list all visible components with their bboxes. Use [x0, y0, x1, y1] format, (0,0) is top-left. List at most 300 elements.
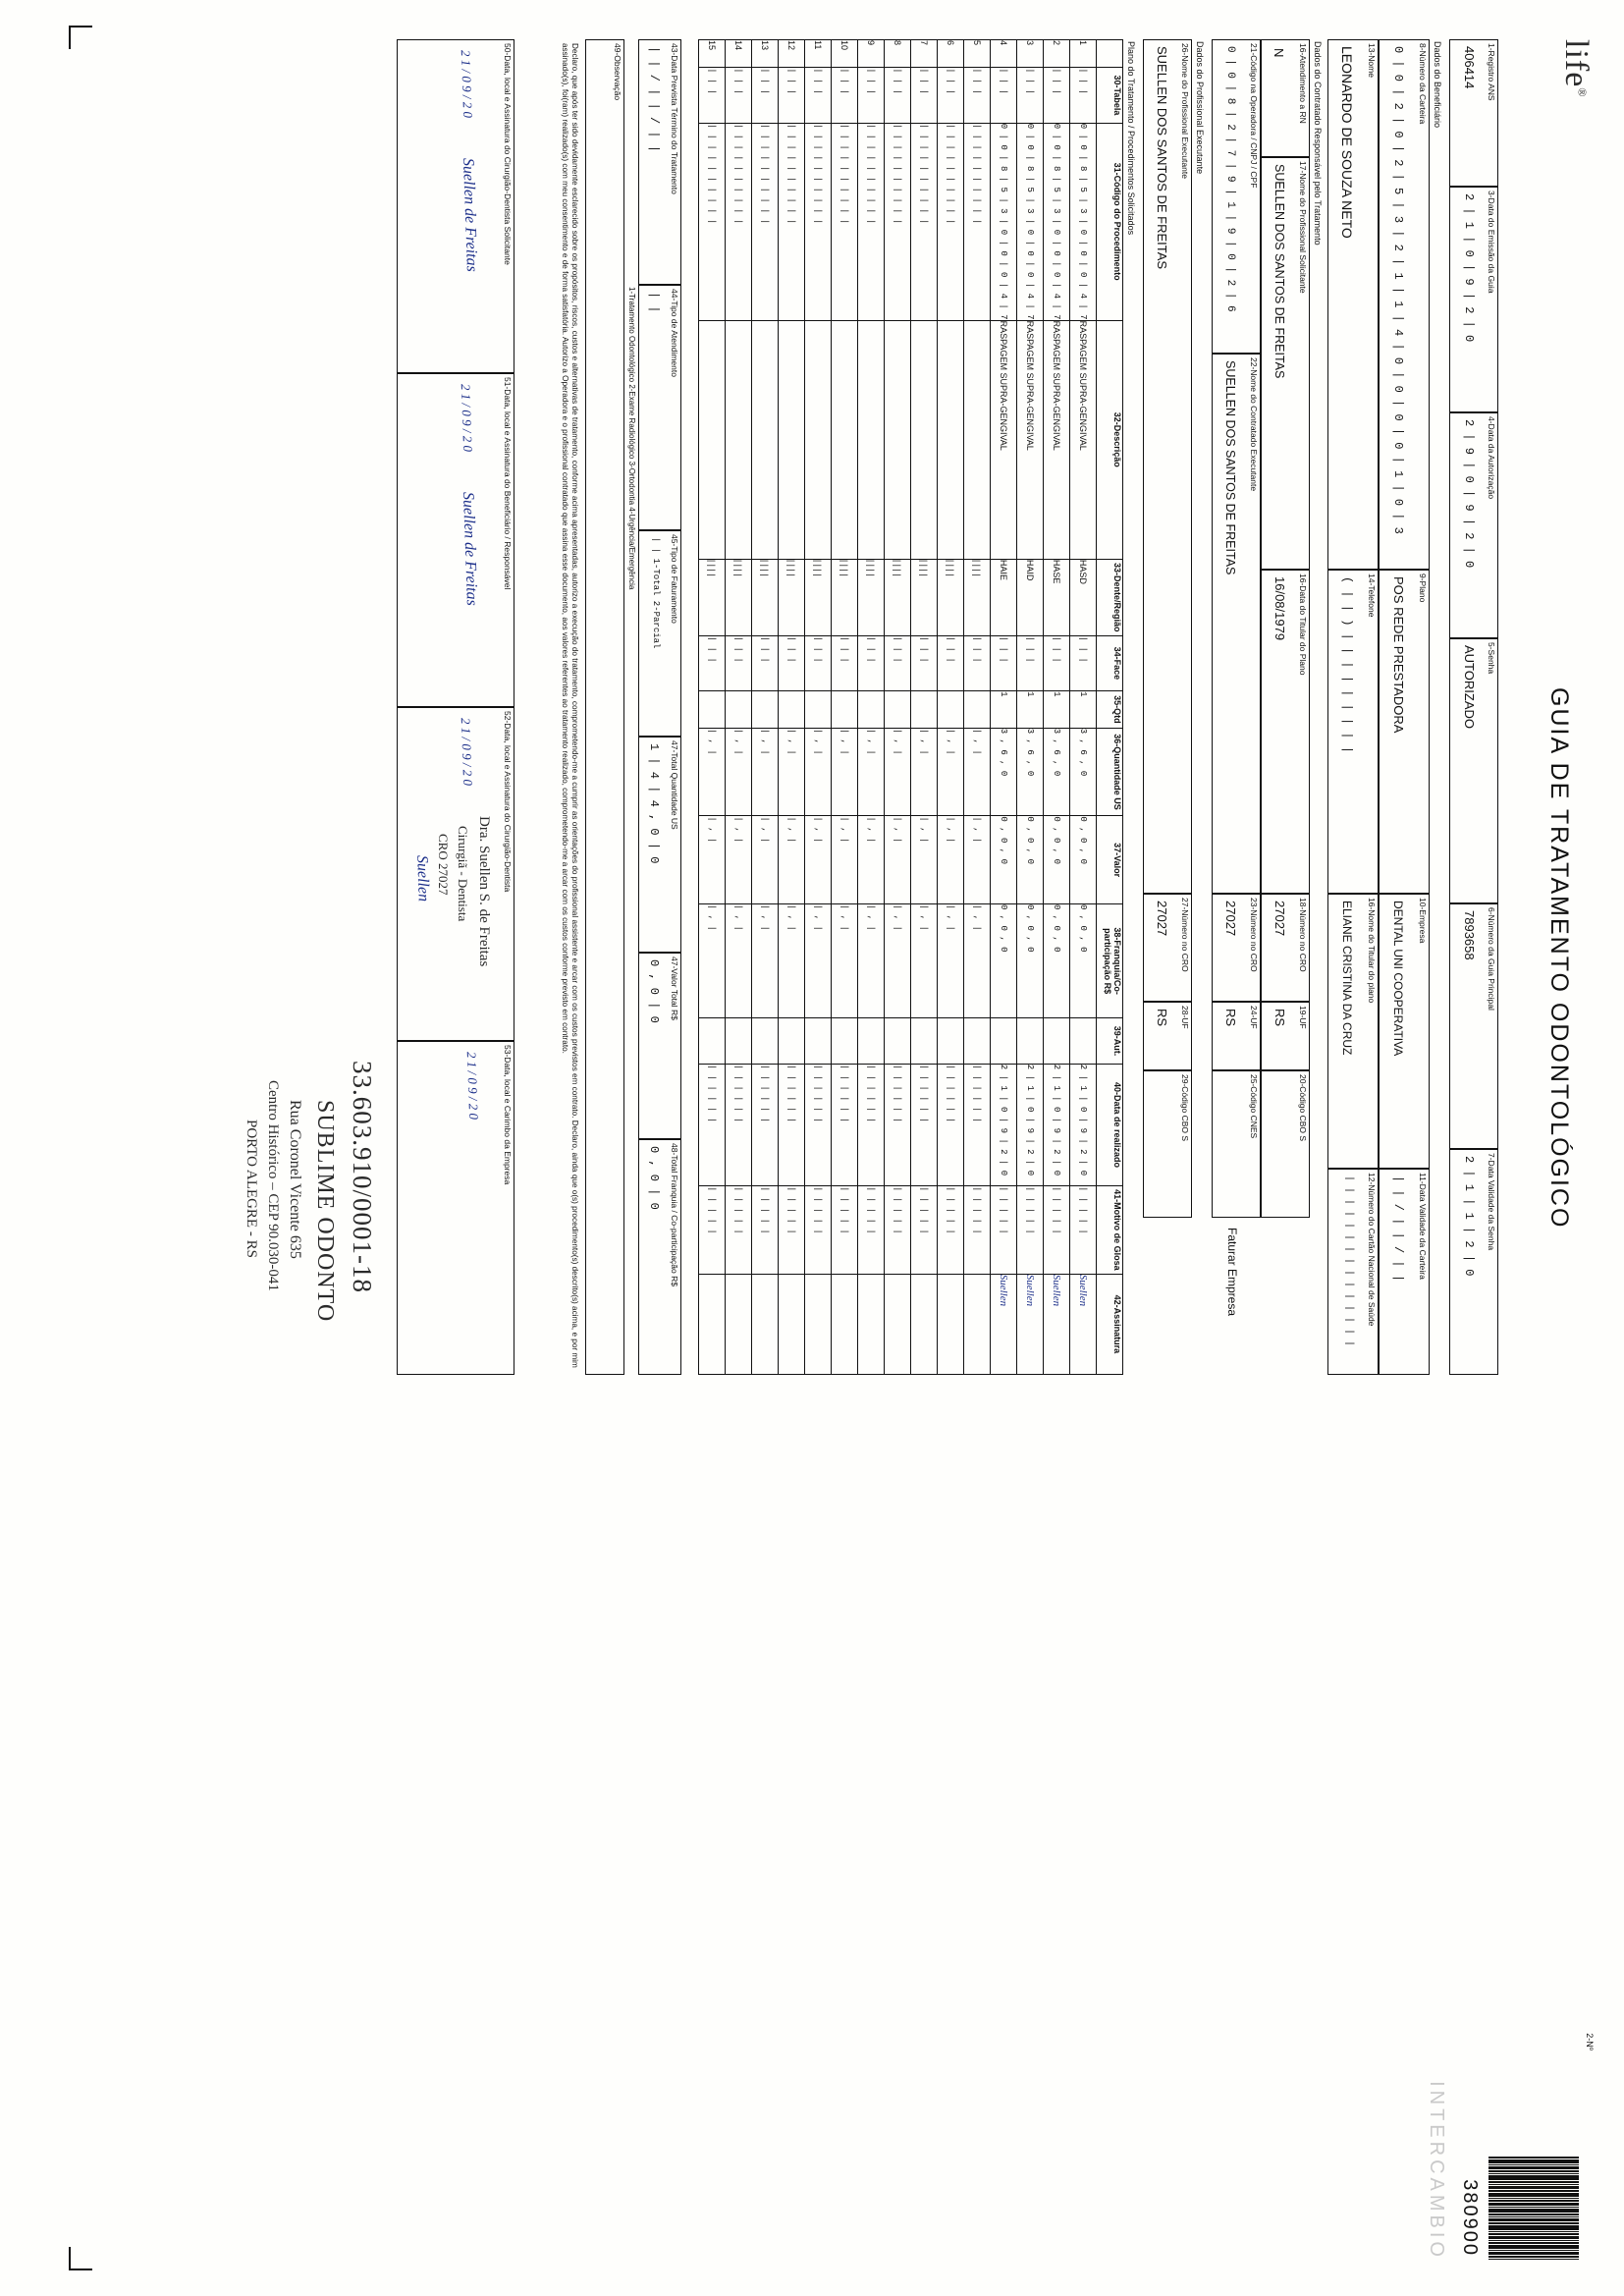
cell-qtd-us: 3 , 6 , 0	[1017, 728, 1044, 816]
cell-tabela: | | |	[1017, 68, 1044, 124]
doctor-stamp-line1: Dra. Suellen S. de Freitas	[476, 816, 492, 967]
cell-qtd	[938, 691, 964, 729]
cell-assinatura	[752, 1274, 779, 1374]
cell-tabela: | | |	[991, 68, 1017, 124]
field-nome-profissional-executante: 26-Nome do Profissional Executante SUELLEN DOS SANTOS DE FREITAS	[1143, 39, 1192, 894]
cell-tabela: | | |	[885, 68, 911, 124]
cell-data: | | | | | |	[779, 1064, 805, 1185]
field-validade-senha: 7-Data Validade da Senha 2 | 1 | 1 | 2 | 0	[1449, 1149, 1498, 1375]
cell-qtd-us: | , |	[726, 728, 752, 816]
field-nome-beneficiario: 13-Nome LEONARDO DE SOUZA NETO	[1327, 39, 1379, 570]
page-title: GUIA DE TRATAMENTO ODONTOLÓGICO	[1545, 687, 1573, 1230]
cell-aut	[991, 1018, 1017, 1064]
col-valor: 37-Valor	[1097, 816, 1123, 904]
cell-data: 2 | 1 | 0 | 9 | 2 | 0	[991, 1064, 1017, 1185]
col-codigo: 31-Código do Procedimento	[1097, 123, 1123, 320]
signature-box-beneficiario: 51-Data, local e Assinatura do Beneficiário / Responsável 2 1 / 0 9 / 2 0 Suellen de Freitas	[397, 373, 514, 707]
cell-codigo: | | | | | | | | | |	[911, 123, 938, 320]
corner-mark-br	[69, 2247, 92, 2270]
cell-descricao	[726, 320, 752, 559]
cell-qtd-us: | , |	[858, 728, 885, 816]
handwriting-date-dentista: 2 1 / 0 9 / 2 0	[458, 717, 476, 787]
cell-valor: | , |	[938, 816, 964, 904]
company-stamp-cnpj: 33.603.910/0001-18	[348, 1061, 377, 1293]
cell-descricao	[858, 320, 885, 559]
cell-data: | | | | | |	[885, 1064, 911, 1185]
cell-valor: | , |	[911, 816, 938, 904]
col-motivo-glosa: 41-Motivo de Glosa	[1097, 1186, 1123, 1275]
field-observacao: 49-Observação	[585, 39, 624, 1375]
cell-qtd: 1	[1044, 691, 1070, 729]
cell-valor: | , |	[832, 816, 858, 904]
cell-glosa: | | | | |	[911, 1186, 938, 1275]
field-tipo-faturamento: 45-Tipo de Faturamento | | 1-Total 2-Parcial	[638, 530, 681, 737]
handwriting-row-signature: Suellen	[1024, 1274, 1036, 1307]
cell-valor: 0 , 0 , 0	[1017, 816, 1044, 904]
cell-face: | | |	[858, 635, 885, 690]
cell-glosa: | | | | |	[991, 1186, 1017, 1275]
cell-glosa: | | | | |	[805, 1186, 832, 1275]
cell-franquia: | , |	[885, 903, 911, 1017]
cell-data: | | | | | |	[752, 1064, 779, 1185]
cell-face: | | |	[779, 635, 805, 690]
cell-tabela: | | |	[1070, 68, 1097, 124]
cell-qtd-us: | , |	[911, 728, 938, 816]
cell-aut	[858, 1018, 885, 1064]
cell-dente: | | | |	[911, 559, 938, 635]
cell-descricao: RASPAGEM SUPRA-GENGIVAL	[1017, 320, 1044, 559]
field-uf-executante: 24-UF RS	[1212, 1002, 1261, 1070]
table-row	[779, 40, 805, 1375]
cell-data: 2 | 1 | 0 | 9 | 2 | 0	[1044, 1064, 1070, 1185]
cell-franquia: | , |	[805, 903, 832, 1017]
barcode	[1489, 2157, 1579, 2261]
section-executante-label: Dados do Profissional Executante	[1195, 41, 1205, 175]
cell-assinatura	[1044, 1274, 1070, 1374]
cell-descricao	[964, 320, 991, 559]
life-logo: life®	[1558, 39, 1595, 98]
cell-tabela: | | |	[699, 68, 726, 124]
cell-qtd-us: | , |	[885, 728, 911, 816]
cell-qtd: 1	[1017, 691, 1044, 729]
field-data-autorizacao: 4-Data da Autorização 2 | 9 | 0 | 9 | 2 | 0	[1449, 412, 1498, 638]
cell-assinatura	[699, 1274, 726, 1374]
field-cbo-solicitante: 20-Código CBO S	[1261, 1070, 1310, 1218]
cell-face: | | |	[832, 635, 858, 690]
cell-franquia: | , |	[779, 903, 805, 1017]
cell-qtd	[832, 691, 858, 729]
cell-data: 2 | 1 | 0 | 9 | 2 | 0	[1017, 1064, 1044, 1185]
field-data-emissao: 3-Data do Emissão da Guia 2 | 1 | 0 | 9 | 2 | 0	[1449, 187, 1498, 412]
cell-dente: HASE	[1044, 559, 1070, 635]
cell-dente: | | | |	[726, 559, 752, 635]
cell-codigo: | | | | | | | | | |	[805, 123, 832, 320]
cell-qtd: 1	[991, 691, 1017, 729]
cell-descricao: RASPAGEM SUPRA-GENGIVAL	[1070, 320, 1097, 559]
cell-descricao: RASPAGEM SUPRA-GENGIVAL	[991, 320, 1017, 559]
faturar-empresa-note: Faturar Empresa	[1225, 1228, 1239, 1317]
cell-aut	[752, 1018, 779, 1064]
field-cro-executante: 23-Número no CRO 27027	[1212, 894, 1261, 1002]
row-index: 15	[699, 40, 726, 68]
company-stamp-city: PORTO ALEGRE - RS	[244, 1120, 259, 1258]
cell-dente: | | | |	[699, 559, 726, 635]
field-nome-solicitante: 17-Nome do Profissional Solicitante SUELLEN DOS SANTOS DE FREITAS	[1261, 157, 1310, 570]
table-row	[991, 40, 1017, 1375]
cell-tabela: | | |	[805, 68, 832, 124]
field-numero-carteira: 8-Número da Carteira 0 | 0 | 2 | 0 | 2 | 5 | 3 | 2 | 1 | 1 | 4 | 0 | 0 | 0 | 0 | 1 | 0 | 3	[1379, 39, 1430, 570]
cell-dente: | | | |	[938, 559, 964, 635]
cell-descricao	[938, 320, 964, 559]
doctor-stamp-line2: Cirurgiã - Dentista	[456, 826, 470, 922]
field-nome-titular: 16-Nome do Titular do plano ELIANE CRISTINA DA CRUZ	[1327, 894, 1379, 1169]
table-row	[885, 40, 911, 1375]
row-index: 12	[779, 40, 805, 68]
cell-franquia: | , |	[752, 903, 779, 1017]
cell-valor: 0 , 0 , 0	[1070, 816, 1097, 904]
cell-data: | | | | | |	[964, 1064, 991, 1185]
cell-qtd	[858, 691, 885, 729]
cell-codigo: | | | | | | | | | |	[938, 123, 964, 320]
cell-dente: | | | |	[964, 559, 991, 635]
col-data-realizado: 40-Data de realizado	[1097, 1064, 1123, 1185]
cell-glosa: | | | | |	[726, 1186, 752, 1275]
cell-assinatura	[858, 1274, 885, 1374]
cell-codigo: | | | | | | | | | |	[726, 123, 752, 320]
cell-tabela: | | |	[779, 68, 805, 124]
barcode-number: 380900	[1459, 2179, 1481, 2257]
table-row	[1070, 40, 1097, 1375]
cell-face: | | |	[991, 635, 1017, 690]
cell-face: | | |	[699, 635, 726, 690]
cell-assinatura	[964, 1274, 991, 1374]
cell-codigo: | | | | | | | | | |	[699, 123, 726, 320]
col-tabela: 30-Tabela	[1097, 68, 1123, 124]
table-row	[911, 40, 938, 1375]
row-index: 1	[1070, 40, 1097, 68]
col-qtd: 35-Qtd	[1097, 691, 1123, 729]
field-cnes: 25-Código CNES	[1212, 1070, 1261, 1218]
cell-aut	[699, 1018, 726, 1064]
row-index: 5	[964, 40, 991, 68]
table-row	[699, 40, 726, 1375]
cell-qtd-us: | , |	[752, 728, 779, 816]
cell-face: | | |	[1070, 635, 1097, 690]
cell-assinatura	[779, 1274, 805, 1374]
cell-assinatura	[991, 1274, 1017, 1374]
cell-franquia: 0 , 0 , 0	[1017, 903, 1044, 1017]
cell-qtd	[752, 691, 779, 729]
cell-aut	[1070, 1018, 1097, 1064]
cell-codigo: 0 | 0 | 8 | 5 | 3 | 0 | 0 | 0 | 4 | 7	[1017, 123, 1044, 320]
field-plano: 9-Plano POS REDE PRESTADORA	[1379, 570, 1430, 894]
col-descricao: 32-Descrição	[1097, 320, 1123, 559]
cell-qtd-us: | , |	[938, 728, 964, 816]
table-row	[938, 40, 964, 1375]
field-cro-solicitante: 18-Número no CRO 27027	[1261, 894, 1310, 1002]
cell-valor: | , |	[805, 816, 832, 904]
cell-valor: | , |	[885, 816, 911, 904]
company-stamp-name: SUBLIME ODONTO	[312, 1100, 338, 1323]
cell-tabela: | | |	[938, 68, 964, 124]
row-index: 3	[1017, 40, 1044, 68]
cell-data: | | | | | |	[911, 1064, 938, 1185]
cell-glosa: | | | | |	[699, 1186, 726, 1275]
cell-face: | | |	[805, 635, 832, 690]
cell-data: 2 | 1 | 0 | 9 | 2 | 0	[1070, 1064, 1097, 1185]
row-index: 13	[752, 40, 779, 68]
cell-franquia: 0 , 0 , 0	[1070, 903, 1097, 1017]
cell-franquia: | , |	[938, 903, 964, 1017]
col-dente: 33-Dente/Região	[1097, 559, 1123, 635]
signature-box-empresa: 53-Data, local e Carimbo da Empresa 2 1 / 0 9 / 2 0	[397, 1041, 514, 1375]
cell-codigo: 0 | 0 | 8 | 5 | 3 | 0 | 0 | 0 | 4 | 7	[1044, 123, 1070, 320]
cell-face: | | |	[1017, 635, 1044, 690]
cell-tabela: | | |	[911, 68, 938, 124]
cell-face: | | |	[938, 635, 964, 690]
cell-assinatura	[938, 1274, 964, 1374]
cell-data: | | | | | |	[805, 1064, 832, 1185]
row-index: 11	[805, 40, 832, 68]
cell-data: | | | | | |	[938, 1064, 964, 1185]
cell-dente: | | | |	[832, 559, 858, 635]
cell-aut	[832, 1018, 858, 1064]
cell-face: | | |	[752, 635, 779, 690]
section-plano-tratamento-label: Plano do Tratamento / Procedimentos Solicitados	[1126, 41, 1136, 236]
cell-codigo: | | | | | | | | | |	[858, 123, 885, 320]
valor-total: 47-Valor Total R$ 0 , 0 | 0	[638, 953, 681, 1139]
row-index: 4	[991, 40, 1017, 68]
cell-franquia: | , |	[832, 903, 858, 1017]
table-row	[832, 40, 858, 1375]
cell-franquia: 0 , 0 , 0	[1044, 903, 1070, 1017]
handwriting-signature-beneficiario: Suellen de Freitas	[459, 491, 481, 607]
cell-aut	[911, 1018, 938, 1064]
cell-franquia: 0 , 0 , 0	[991, 903, 1017, 1017]
handwriting-date-beneficiario: 2 1 / 0 9 / 2 0	[458, 383, 476, 453]
cell-qtd-us: | , |	[832, 728, 858, 816]
cell-aut	[885, 1018, 911, 1064]
cell-qtd-us: | , |	[779, 728, 805, 816]
table-row	[752, 40, 779, 1375]
cell-glosa: | | | | |	[858, 1186, 885, 1275]
col-index	[1097, 40, 1123, 68]
cell-codigo: | | | | | | | | | |	[832, 123, 858, 320]
row-index: 9	[858, 40, 885, 68]
cell-face: | | |	[911, 635, 938, 690]
cell-data: | | | | | |	[699, 1064, 726, 1185]
cell-qtd-us: 3 , 6 , 0	[991, 728, 1017, 816]
field-registro-ans: 1-Registro ANS 406414	[1449, 39, 1498, 187]
cell-data: | | | | | |	[726, 1064, 752, 1185]
cell-descricao	[779, 320, 805, 559]
cell-aut	[1017, 1018, 1044, 1064]
signature-box-solicitante: 50-Data, local e Assinatura do Cirurgião-Dentista Solicitante 2 1 / 0 9 / 2 0 Suellen de Freitas	[397, 39, 514, 373]
cell-franquia: | , |	[699, 903, 726, 1017]
cell-valor: | , |	[752, 816, 779, 904]
field-uf-solicitante: 19-UF RS	[1261, 1002, 1310, 1070]
cell-descricao: RASPAGEM SUPRA-GENGIVAL	[1044, 320, 1070, 559]
cell-aut	[964, 1018, 991, 1064]
cell-aut	[779, 1018, 805, 1064]
col-assinatura: 42-Assinatura	[1097, 1274, 1123, 1374]
company-stamp-district: Centro Histórico – CEP 90.030-041	[265, 1080, 281, 1291]
cell-codigo: | | | | | | | | | |	[885, 123, 911, 320]
cell-qtd-us: 3 , 6 , 0	[1070, 728, 1097, 816]
cell-face: | | |	[885, 635, 911, 690]
cell-aut	[805, 1018, 832, 1064]
cell-qtd: 1	[1070, 691, 1097, 729]
field-cns: 12-Número do Cartão Nacional de Saúde | | | | | | | | | | | | | | |	[1327, 1169, 1379, 1375]
field-nome-contratado-executante: 22-Nome do Contratado Executante SUELLEN DOS SANTOS DE FREITAS	[1212, 354, 1261, 894]
field-empresa: 10-Empresa DENTAL UNI COOPERATIVA	[1379, 894, 1430, 1169]
handwriting-row-signature: Suellen	[1051, 1274, 1062, 1307]
cell-franquia: | , |	[858, 903, 885, 1017]
treatment-type-legend: 1-Tratamento Odontológico 2-Exame Radiológico 3-Ortodontia 4-Urgência/Emergência	[627, 287, 636, 590]
page-marker: 2-Nº	[1585, 2033, 1595, 2050]
field-uf-profissional: 28-UF RS	[1143, 1002, 1192, 1070]
row-index: 10	[832, 40, 858, 68]
cell-qtd	[885, 691, 911, 729]
cell-dente: | | | |	[779, 559, 805, 635]
handwriting-date-solicitante: 2 1 / 0 9 / 2 0	[458, 49, 476, 119]
cell-dente: HAIE	[991, 559, 1017, 635]
cell-valor: 0 , 0 , 0	[991, 816, 1017, 904]
cell-glosa: | | | | |	[938, 1186, 964, 1275]
cell-franquia: | , |	[726, 903, 752, 1017]
field-cbo-profissional: 29-Código CBO S	[1143, 1070, 1192, 1218]
cell-franquia: | , |	[911, 903, 938, 1017]
table-row	[964, 40, 991, 1375]
cell-qtd-us: | , |	[699, 728, 726, 816]
cell-tabela: | | |	[726, 68, 752, 124]
field-telefone: 14-Telefone ( | | ) | | | | | | | | |	[1327, 570, 1379, 894]
section-contratado-label: Dados do Contratado Responsável pelo Tratamento	[1313, 41, 1323, 246]
cell-tabela: | | |	[858, 68, 885, 124]
cell-descricao	[885, 320, 911, 559]
company-stamp-address: Rua Coronel Vicente 635	[287, 1100, 303, 1259]
handwriting-row-signature: Suellen	[998, 1274, 1009, 1307]
row-index: 8	[885, 40, 911, 68]
cell-face: | | |	[964, 635, 991, 690]
cell-tabela: | | |	[752, 68, 779, 124]
cell-dente: HASD	[1070, 559, 1097, 635]
table-header-row	[1097, 40, 1123, 1375]
field-atendimento-rn: 16-Atendimento a RN N	[1261, 39, 1310, 157]
cell-glosa: | | | | |	[752, 1186, 779, 1275]
field-senha: 5-Senha AUTORIZADO	[1449, 638, 1498, 903]
cell-glosa: | | | | |	[779, 1186, 805, 1275]
cell-dente: | | | |	[805, 559, 832, 635]
cell-descricao	[752, 320, 779, 559]
doctor-stamp-line3: CRO 27027	[436, 834, 451, 896]
cell-glosa: | | | | |	[1070, 1186, 1097, 1275]
field-numero-guia-principal: 6-Número da Guia Principal 7893658	[1449, 903, 1498, 1149]
row-index: 7	[911, 40, 938, 68]
cell-codigo: 0 | 0 | 8 | 5 | 3 | 0 | 0 | 0 | 4 | 7	[991, 123, 1017, 320]
handwriting-row-signature: Suellen	[1077, 1274, 1089, 1307]
table-row	[726, 40, 752, 1375]
cell-qtd	[964, 691, 991, 729]
cell-qtd	[911, 691, 938, 729]
cell-aut	[938, 1018, 964, 1064]
cell-qtd	[699, 691, 726, 729]
cell-glosa: | | | | |	[1017, 1186, 1044, 1275]
field-codigo-operadora: 21-Código na Operadora / CNPJ / CPF 0 | 0 | 8 | 2 | 7 | 9 | 1 | 9 | 0 | 2 | 6	[1212, 39, 1261, 354]
cell-aut	[1044, 1018, 1070, 1064]
cell-descricao	[832, 320, 858, 559]
field-data-nascimento: 16-Data do Titular do Plano 16/08/1979	[1261, 570, 1310, 894]
corner-mark-bl	[69, 26, 92, 49]
handwriting-signature-solicitante: Suellen de Freitas	[459, 157, 481, 273]
cell-assinatura	[1070, 1274, 1097, 1374]
cell-assinatura	[1017, 1274, 1044, 1374]
cell-tabela: | | |	[1044, 68, 1070, 124]
cell-glosa: | | | | |	[832, 1186, 858, 1275]
cell-codigo: | | | | | | | | | |	[752, 123, 779, 320]
cell-data: | | | | | |	[858, 1064, 885, 1185]
cell-assinatura	[911, 1274, 938, 1374]
cell-dente: HAID	[1017, 559, 1044, 635]
field-data-prevista-termino: 43-Data Prevista Término do Tratamento | | / | | / | |	[638, 39, 681, 285]
cell-qtd-us: 3 , 6 , 0	[1044, 728, 1070, 816]
watermark-intercambio: INTERCAMBIO	[1426, 2081, 1447, 2261]
cell-valor: | , |	[699, 816, 726, 904]
cell-dente: | | | |	[858, 559, 885, 635]
cell-assinatura	[885, 1274, 911, 1374]
consent-text: Declaro, que após ter sido devidamente esclarecido sobre os propósitos, riscos, custos e alternativas de tratamento, conforme acima apresentadas, autorizo a execução do tratamento, comprometendo-me a cumprir as orientações do profissional assistente e arcar com os custos previstos em contrato. Declaro, ainda que o(s) procedimento(s) descrito(s) acima, e por mim assinado(s), foi(ram) realizado(s) com meu consentimento e de forma satisfatória. Autorizo a Operadora e o profissional contratado que assina esse documento, aos valores referentes ao tratamento realizado, comprometendo-me a arcar com os custos conforme previsto em contrato.	[561, 43, 579, 1368]
total-franquia: 48-Total Franquia / Co-participação R$ 0 , 0 | 0	[638, 1139, 681, 1375]
cell-valor: | , |	[964, 816, 991, 904]
cell-tabela: | | |	[964, 68, 991, 124]
cell-data: | | | | | |	[832, 1064, 858, 1185]
cell-valor: | , |	[726, 816, 752, 904]
cell-qtd	[805, 691, 832, 729]
cell-codigo: 0 | 0 | 8 | 5 | 3 | 0 | 0 | 0 | 4 | 7	[1070, 123, 1097, 320]
handwriting-date-empresa: 2 1 / 0 9 / 2 0	[463, 1051, 482, 1121]
table-row	[805, 40, 832, 1375]
cell-franquia: | , |	[964, 903, 991, 1017]
handwriting-signature-dentista: Suellen	[413, 854, 432, 902]
field-cro-profissional: 27-Número no CRO 27027	[1143, 894, 1192, 1002]
cell-assinatura	[726, 1274, 752, 1374]
cell-valor: 0 , 0 , 0	[1044, 816, 1070, 904]
table-row	[858, 40, 885, 1375]
row-index: 14	[726, 40, 752, 68]
cell-valor: | , |	[779, 816, 805, 904]
cell-assinatura	[805, 1274, 832, 1374]
cell-face: | | |	[1044, 635, 1070, 690]
cell-assinatura	[832, 1274, 858, 1374]
procedures-table	[698, 39, 1123, 1375]
col-qtd-us: 36-Quantidade US	[1097, 728, 1123, 816]
field-validade-carteira: 11-Data Validade da Carteira | | / | | / | |	[1379, 1169, 1430, 1375]
col-aut: 39-Aut.	[1097, 1018, 1123, 1064]
cell-codigo: | | | | | | | | | |	[779, 123, 805, 320]
signature-box-dentista: 52-Data, local e Assinatura do Cirurgião-Dentista 2 1 / 0 9 / 2 0 Dra. Suellen S. de Freitas Cirurgiã - Dentista CRO 27027 Suellen	[397, 707, 514, 1041]
cell-dente: | | | |	[752, 559, 779, 635]
table-row	[1044, 40, 1070, 1375]
table-row	[1017, 40, 1044, 1375]
cell-dente: | | | |	[885, 559, 911, 635]
cell-aut	[726, 1018, 752, 1064]
cell-descricao	[805, 320, 832, 559]
field-tipo-atendimento: 44-Tipo de Atendimento | |	[638, 285, 681, 530]
col-franquia: 38-Franquia/Co-participação R$	[1097, 903, 1123, 1017]
section-beneficiario-label: Dados do Beneficiário	[1433, 41, 1442, 129]
cell-qtd-us: | , |	[805, 728, 832, 816]
cell-glosa: | | | | |	[964, 1186, 991, 1275]
